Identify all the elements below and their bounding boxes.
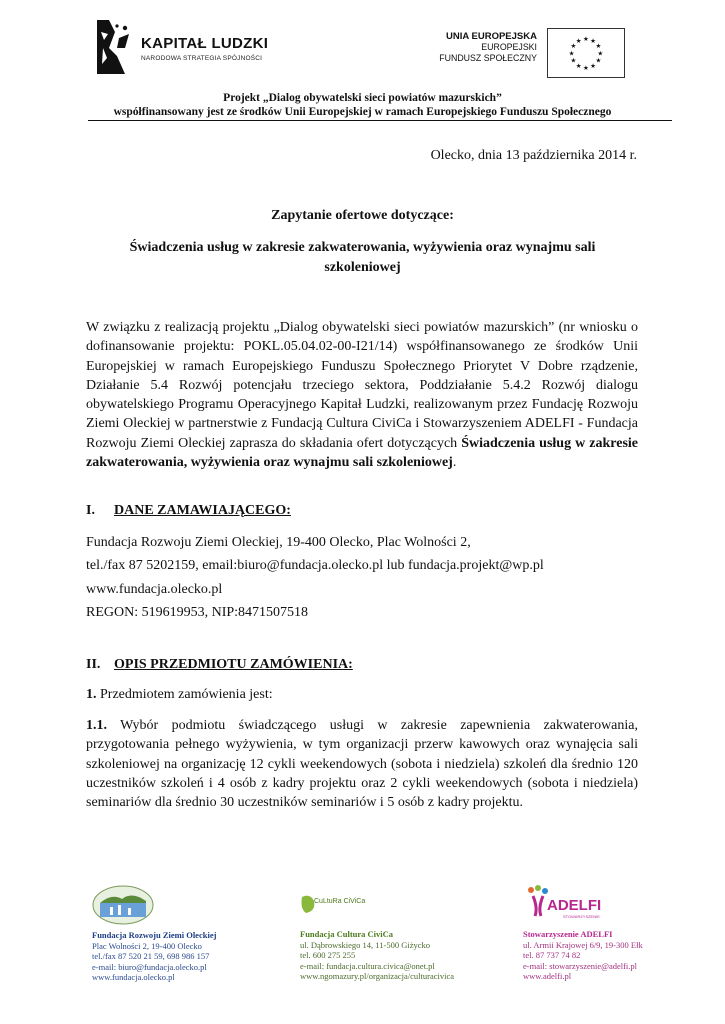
footer-partner-website: www.fundacja.olecko.pl <box>92 972 175 982</box>
eu-star-icon: ★ <box>590 37 597 45</box>
eu-star-icon: ★ <box>595 43 602 51</box>
project-funding-line: współfinansowany jest ze środków Unii Europejskiej w ramach Europejskiego Funduszu Społecznego <box>113 106 612 118</box>
footer-partner-website: www.ngomazury.pl/organizacja/culturacivica <box>300 971 455 981</box>
intro-end: . <box>452 455 457 471</box>
client-address-line: Fundacja Rozwoju Ziemi Oleckiej, 19-400 Olecko, Plac Wolności 2, <box>86 535 471 550</box>
section-2-label: OPIS PRZEDMIOTU ZAMÓWIENIA: <box>114 657 353 672</box>
section-2-title <box>86 657 353 673</box>
eu-star-icon: ★ <box>570 43 577 51</box>
eu-flag-icon <box>547 28 625 78</box>
footer-partner-phone: tel. 87 737 74 82 <box>523 950 581 960</box>
eu-star-icon: ★ <box>595 57 602 65</box>
eu-star-icon: ★ <box>568 50 575 58</box>
footer-partner-phone: tel. 600 275 255 <box>300 950 356 960</box>
client-contact-line: tel./fax 87 5202159, email:biuro@fundacja.olecko.pl lub fundacja.projekt@wp.pl <box>86 558 544 573</box>
project-title: Projekt „Dialog obywatelski sieci powiatów mazurskich” <box>223 92 502 104</box>
intro-paragraph <box>86 318 638 472</box>
footer-partner-name: Fundacja Rozwoju Ziemi Oleckiej <box>92 930 217 940</box>
adelfi-logo <box>523 884 601 920</box>
eu-logo <box>430 28 625 78</box>
fundacja-rozwoju-logo <box>92 885 154 925</box>
section-1-label: DANE ZAMAWIAJĄCEGO: <box>114 503 291 518</box>
adelfi-logo-text: ADELFI <box>547 897 602 914</box>
footer-partner-email: e-mail: stowarzyszenie@adelfi.pl <box>523 960 638 971</box>
eu-star-icon: ★ <box>575 62 582 70</box>
document-heading: Zapytanie ofertowe dotyczące: <box>271 208 454 223</box>
footer-partner-1 <box>92 930 216 983</box>
footer-partner-2 <box>300 929 454 982</box>
cultura-civica-logo-text: CuLtuRa CiViCa <box>314 898 366 905</box>
footer-partner-address: ul. Dąbrowskiego 14, 11-500 Giżycko <box>300 939 430 950</box>
eu-star-icon: ★ <box>575 37 582 45</box>
footer-partner-name: Fundacja Cultura CiviCa <box>300 929 394 939</box>
client-website-line: www.fundacja.olecko.pl <box>86 582 223 597</box>
eu-star-icon: ★ <box>582 36 590 43</box>
eu-logo-text <box>439 31 537 63</box>
section-1-number: I. <box>86 503 95 518</box>
cultura-civica-logo <box>300 893 366 917</box>
document-date: Olecko, dnia 13 października 2014 r. <box>430 148 637 163</box>
footer-partner-address: ul. Armii Krajowej 6/9, 19-300 Ełk <box>523 939 643 950</box>
footer-partner-address: Plac Wolności 2, 19-400 Olecko <box>92 940 202 951</box>
adelfi-logo-subtext: STOWARZYSZENIE <box>563 914 600 919</box>
intro-text: W związku z realizacją projektu „Dialog obywatelski sieci powiatów mazurskich” (nr wniosku o dofinansowanie projektu: POKL.05.04.02-00-I21/14) współfinansowanego ze środków Unii Europejskiej w ramach Europejskiego Funduszu Społecznego Priorytet V Dobre rządzenie, Działanie 5.4 Rozwój potencjału trzeciego sektora, Poddziałanie 5.4.2 Rozwój dialogu obywatelskiego Programu Operacyjnego Kapitał Ludzki, realizowanym przez Fundację Rozwoju Ziemi Oleckiej w partnerstwie z Fundacją Cultura CiviCa i Stowarzyszeniem ADELFI - Fundacja Rozwoju Ziemi Oleckiej zaprasza do składania ofert dotyczących <box>86 320 638 451</box>
kapital-ludzki-title: KAPITAŁ LUDZKI <box>141 35 269 52</box>
item-1-number: 1. <box>86 687 97 702</box>
intro-bold-text: Świadczenia usług w zakresie zakwaterowania, wyżywienia oraz wynajmu sali szkoleniowej <box>86 435 638 471</box>
kapital-ludzki-logo <box>95 18 295 78</box>
footer-partner-email: e-mail: biuro@fundacja.olecko.pl <box>92 961 207 972</box>
footer-partner-phone: tel./fax 87 520 21 59, 698 986 157 <box>92 951 210 961</box>
footer-partner-3 <box>523 929 643 982</box>
eu-line-1: UNIA EUROPEJSKA <box>446 31 537 42</box>
eu-star-icon: ★ <box>570 57 577 65</box>
eu-line-3: FUNDUSZ SPOŁECZNY <box>439 52 537 63</box>
eu-star-icon: ★ <box>582 64 590 72</box>
eu-star-icon: ★ <box>597 50 604 58</box>
client-regon-nip-line: REGON: 519619953, NIP:8471507518 <box>86 605 309 620</box>
document-subject: Świadczenia usług w zakresie zakwaterowania, wyżywienia oraz wynajmu sali szkoleniowej <box>129 240 596 275</box>
footer-partner-website: www.adelfi.pl <box>523 971 572 981</box>
eu-star-icon: ★ <box>590 62 597 70</box>
item-1-1-number: 1.1. <box>86 718 107 733</box>
eu-line-2: EUROPEJSKI <box>481 42 537 52</box>
kapital-ludzki-subtitle: NARODOWA STRATEGIA SPÓJNOŚCI <box>141 55 263 62</box>
kapital-ludzki-mark-icon <box>95 18 135 76</box>
section-1-title <box>86 503 291 519</box>
item-1 <box>86 687 273 703</box>
section-2-number: II. <box>86 657 101 672</box>
item-1-1-text: Wybór podmiotu świadczącego usługi w zakresie zapewnienia zakwaterowania, przygotowania pełnego wyżywienia, w tym organizacji przerw kawowych oraz wynajęcia sali szkoleniowej na organizację 12 cykli weekendowych (sobota i niedziela) szkoleń dla średnio 120 uczestników szkoleń i 4 osób z kadry projektu oraz 2 cykli weekendowych (sobota i niedziela) seminariów dla średnio 30 uczestników seminariów i 5 osób z kadry projektu. <box>86 718 638 811</box>
footer-partner-email: e-mail: fundacja.cultura.civica@onet.pl <box>300 960 435 971</box>
item-1-text: Przedmiotem zamówienia jest: <box>96 687 273 702</box>
header-divider <box>88 120 672 121</box>
footer-partner-name: Stowarzyszenie ADELFI <box>523 929 613 939</box>
item-1-1 <box>86 716 638 812</box>
